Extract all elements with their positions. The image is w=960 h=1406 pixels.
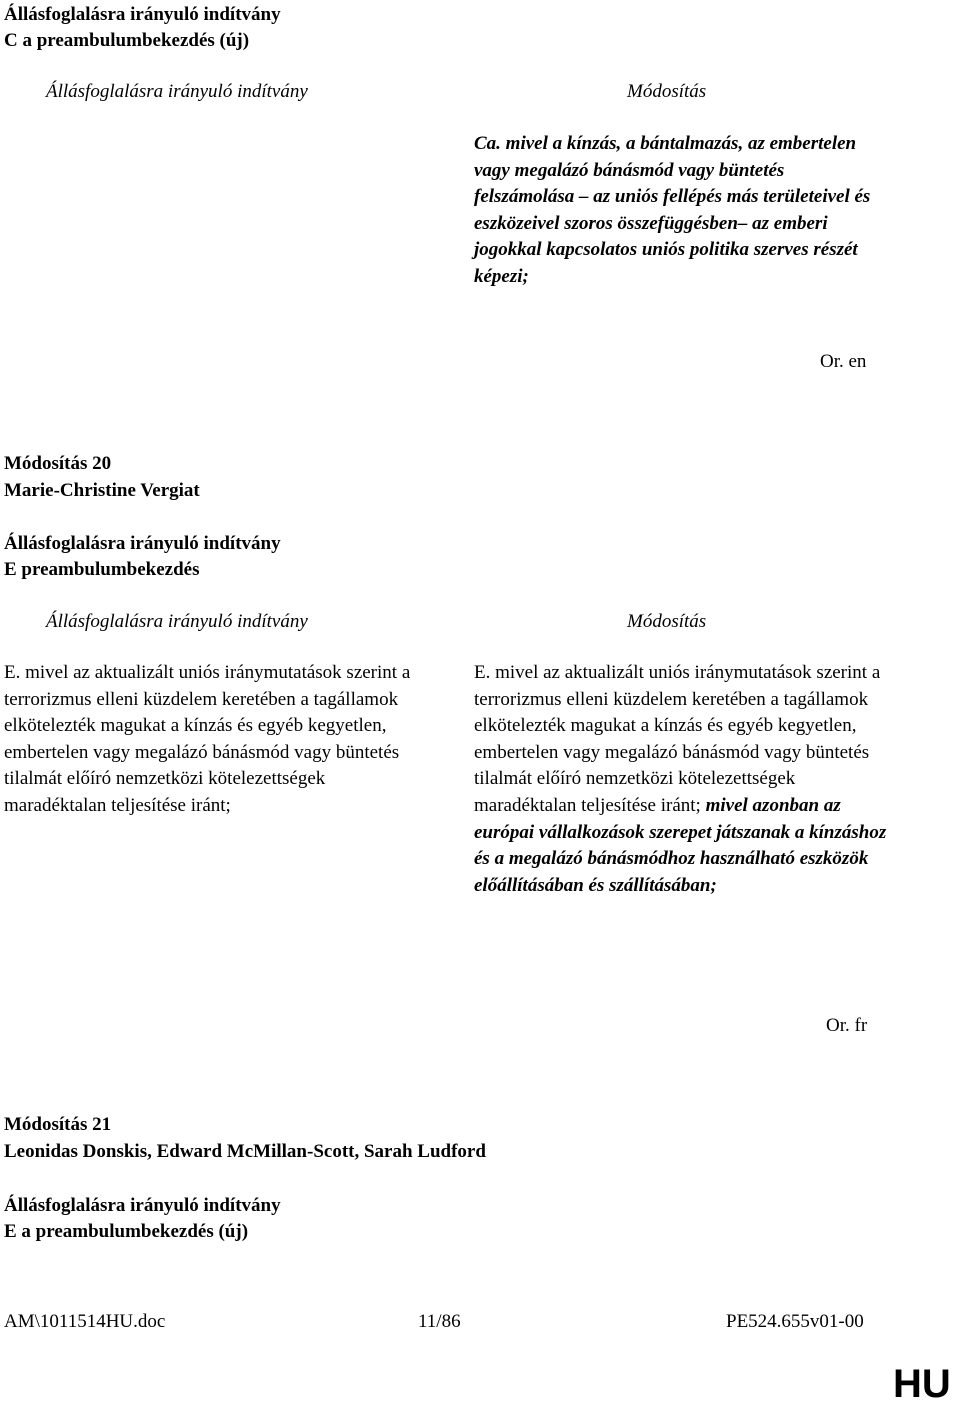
original-text: E. mivel az aktualizált uniós iránymutatások szerint a terrorizmus elleni küzdelem keretében a tagállamok elkötelezték magukat a kínzás és egyéb kegyetlen, embertelen vagy megalázó bánásmód vagy büntetés tilalmát előíró nemzetközi kötelezettségek maradéktalan teljesítése iránt; xyxy=(4,662,411,816)
amendment-title: Módosítás 21 xyxy=(4,1114,112,1135)
amendment-text-unchanged: E. mivel az aktualizált uniós iránymutatások szerint a terrorizmus elleni küzdelem keretében a tagállamok elkötelezték magukat a kínzás és egyéb kegyetlen, embertelen vagy megalázó bánásmód vagy büntetés tilalmát előíró nemzetközi kötelezettségek maradéktalan teljesítése iránt; xyxy=(474,662,881,816)
footer-page-number: 11/86 xyxy=(418,1311,461,1332)
left-column-title: Állásfoglalásra irányuló indítvány xyxy=(46,611,308,632)
section-subheading: C a preambulumbekezdés (új) xyxy=(4,30,250,51)
right-column-title: Módosítás xyxy=(627,81,707,102)
section-heading: Állásfoglalásra irányuló indítvány xyxy=(4,1195,281,1216)
section-heading: Állásfoglalásra irányuló indítvány xyxy=(4,533,281,554)
section-heading: Állásfoglalásra irányuló indítvány xyxy=(4,4,281,25)
original-language: Or. en xyxy=(820,351,867,372)
footer-doc-ref: AM\1011514HU.doc xyxy=(4,1311,166,1332)
amendment-text-added: mivel azonban az európai vállalkozások szerepet játszanak a kínzáshoz és a megalázó bánásmódhoz használható eszközök előállításában és szállításában; xyxy=(474,794,887,896)
original-language: Or. fr xyxy=(826,1015,868,1036)
amendment-authors: Leonidas Donskis, Edward McMillan-Scott, Sarah Ludford xyxy=(4,1141,486,1162)
language-code: HU xyxy=(893,1362,951,1406)
amendment-text xyxy=(474,660,894,899)
section-subheading: E a preambulumbekezdés (új) xyxy=(4,1221,249,1242)
amendment-author: Marie-Christine Vergiat xyxy=(4,480,200,501)
footer-pe-ref: PE524.655v01-00 xyxy=(726,1311,864,1332)
amendment-title: Módosítás 20 xyxy=(4,453,112,474)
section-subheading: E preambulumbekezdés xyxy=(4,559,200,580)
amendment-text-added: Ca. mivel a kínzás, a bántalmazás, az embertelen vagy megalázó bánásmód vagy büntetés felszámolása – az uniós fellépés más területeivel és eszközeivel szoros összefüggésben– az emberi jogokkal kapcsolatos uniós politika szerves részét képezi; xyxy=(474,133,871,287)
left-column-title: Állásfoglalásra irányuló indítvány xyxy=(46,81,308,102)
right-column-title: Módosítás xyxy=(627,611,707,632)
